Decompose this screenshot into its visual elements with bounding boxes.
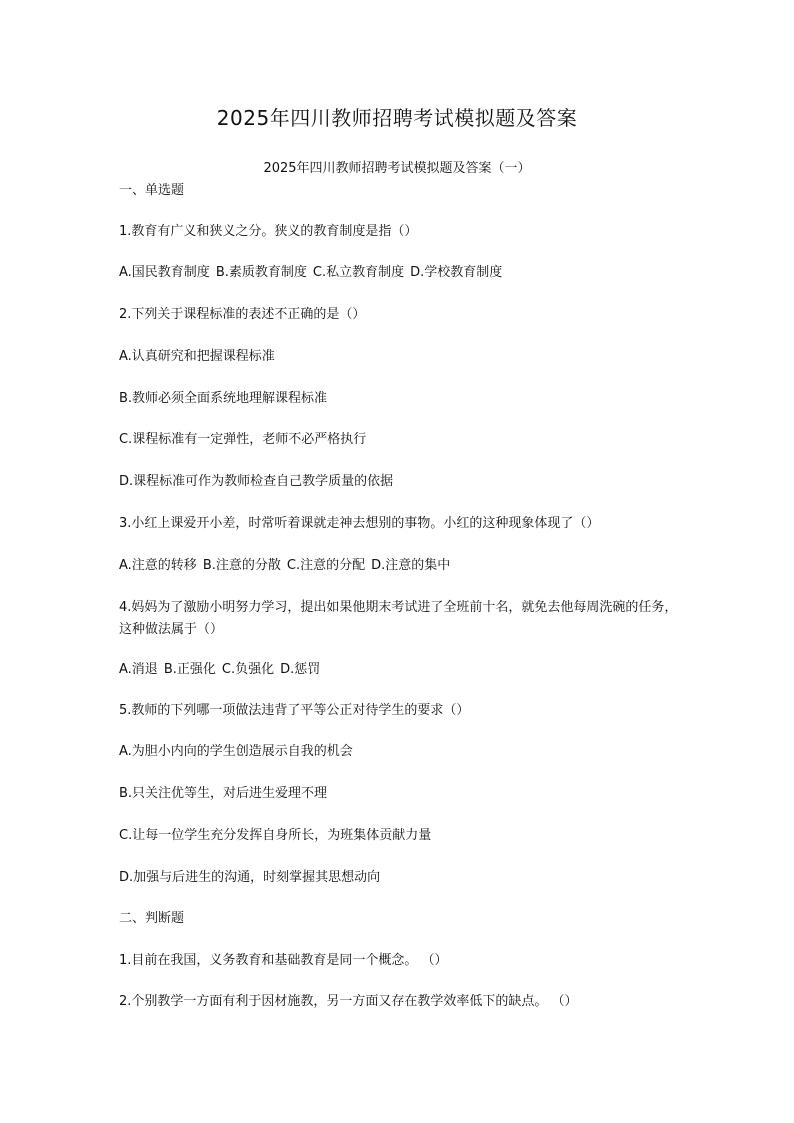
question-2-option-b: B.教师必须全面系统地理解课程标准 (119, 391, 328, 406)
document-subtitle: 2025年四川教师招聘考试模拟题及答案（一） (263, 161, 531, 176)
question-5-stem: 5.教师的下列哪一项做法违背了平等公正对待学生的要求（） (119, 703, 470, 718)
question-4-options (119, 659, 679, 681)
option-b: B.注意的分散 (202, 558, 281, 573)
option-c: C.注意的分配 (286, 558, 366, 573)
question-1-stem: 1.教育有广义和狭义之分。狭义的教育制度是指（） (119, 224, 418, 239)
document-title: 2025年四川教师招聘考试模拟题及答案 (216, 106, 578, 130)
question-5-option-d: D.加强与后进生的沟通，时刻掌握其思想动向 (119, 870, 381, 885)
question-2-option-a: A.认真研究和把握课程标准 (119, 349, 275, 364)
question-2-option-c: C.课程标准有一定弹性，老师不必严格执行 (119, 432, 367, 447)
option-d: D.学校教育制度 (410, 265, 503, 280)
question-1-options (119, 262, 679, 284)
question-5-option-c: C.让每一位学生充分发挥自身所长，为班集体贡献力量 (119, 828, 432, 843)
section-heading-single-choice: 一、单选题 (119, 183, 185, 198)
question-5-option-a: A.为胆小内向的学生创造展示自我的机会 (119, 744, 353, 759)
option-a: A.消退 (119, 662, 158, 677)
option-a: A.国民教育制度 (119, 265, 210, 280)
tf-question-2: 2.个别教学一方面有利于因材施教，另一方面又存在教学效率低下的缺点。 （） (119, 994, 578, 1009)
section-heading-true-false: 二、判断题 (119, 911, 185, 926)
question-3-options (119, 555, 679, 577)
option-b: B.素质教育制度 (215, 265, 307, 280)
option-a: A.注意的转移 (119, 558, 197, 573)
question-3-stem: 3.小红上课爱开小差，时常听着课就走神去想别的事物。小红的这种现象体现了（） (119, 516, 600, 531)
option-d: D.注意的集中 (371, 558, 451, 573)
option-b: B.正强化 (163, 662, 216, 677)
question-2-stem: 2.下列关于课程标准的表述不正确的是（） (119, 307, 366, 322)
option-c: C.负强化 (221, 662, 275, 677)
tf-question-1: 1.目前在我国，义务教育和基础教育是同一个概念。 （） (119, 953, 448, 968)
question-5-option-b: B.只关注优等生，对后进生爱理不理 (119, 786, 328, 801)
question-4-stem: 4.妈妈为了激励小明努力学习，提出如果他期末考试进了全班前十名，就免去他每周洗碗的任务，这种做法属于（） (119, 600, 678, 637)
option-c: C.私立教育制度 (312, 265, 405, 280)
option-d: D.惩罚 (280, 662, 321, 677)
question-2-option-d: D.课程标准可作为教师检查自己教学质量的依据 (119, 474, 394, 489)
